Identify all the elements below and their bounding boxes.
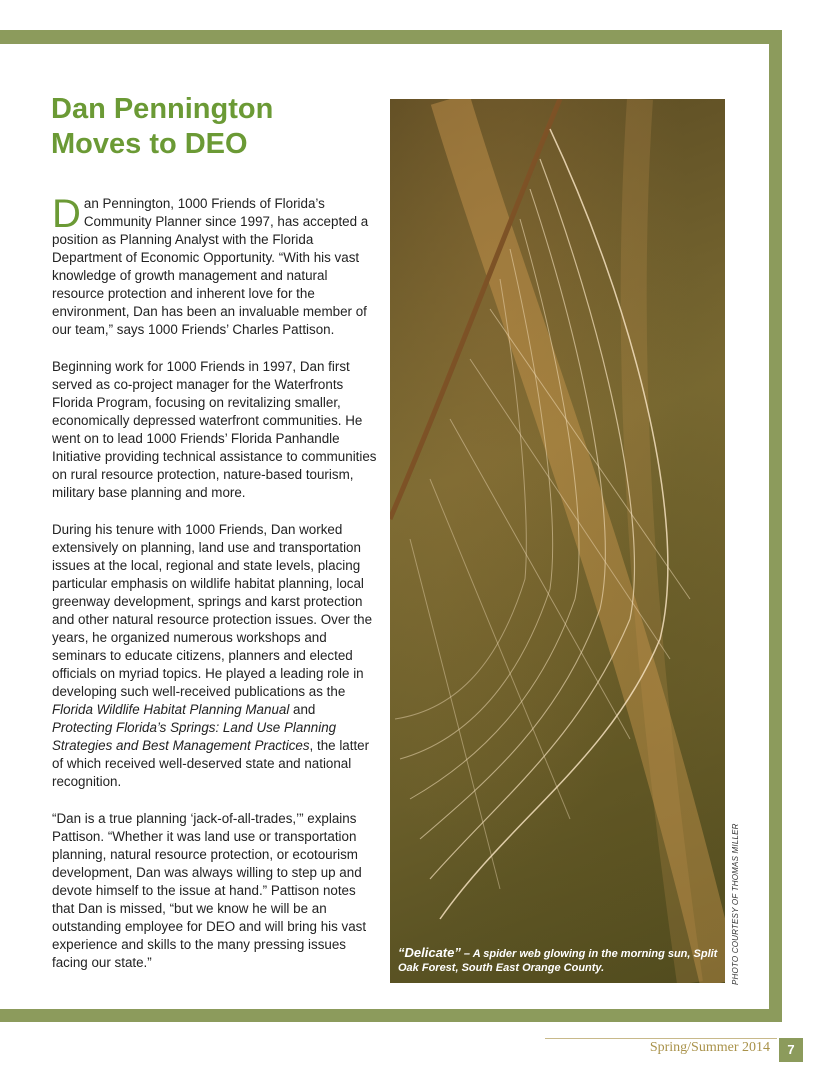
photo-credit: PHOTO COURTESY OF THOMAS MILLER [731,823,740,985]
paragraph-3-text-a: During his tenure with 1000 Friends, Dan worked extensively on planning, land use and transportation issues at the local, regional and state levels, placing particular emphasis on wildlife habitat planning, local greenway development, springs and karst protection and other natural resource protection issues. Over the years, he organized numerous workshops and seminars to educate citizens, planners and elected officials on myriad topics. He played a leading role in developing such well-received publications as the [52,522,373,699]
web-radial-4 [430,479,570,819]
article-title-line2: Moves to DEO [51,128,248,160]
caption-lead: “Delicate” [398,945,461,960]
paragraph-1-text: an Pennington, 1000 Friends of Florida’s Community Planner since 1997, has accepted a position as Planning Analyst with the Florida Department of Economic Opportunity. “With his vast knowledge of growth management and natural resource protection and inherent love for the environment, Dan has been an invaluable member of our team,” says 1000 Friends’ Charles Pattison. [52,196,369,337]
blurred-grass-stem-2 [634,99,690,983]
article-body [52,192,377,991]
photo-caption [398,946,718,975]
page-frame-top [0,30,782,44]
web-strand-4 [410,219,579,799]
paragraph-3 [52,521,377,791]
footer-rule [545,1038,777,1039]
drop-cap: D [52,192,81,236]
paragraph-3-text-c: , the latter of which received well-deserved state and national recognition. [52,738,370,789]
spider-web-illustration [390,99,725,983]
page-frame-right [769,30,782,1022]
article-title [51,92,371,162]
caption-text: – A spider web glowing in the morning sun, Split Oak Forest, South East Orange County. [398,948,718,974]
spider-web-photo [390,99,725,983]
page-number: 7 [779,1038,803,1062]
publication-title-1: Florida Wildlife Habitat Planning Manual [52,702,290,717]
paragraph-1 [52,192,377,339]
paragraph-2: Beginning work for 1000 Friends in 1997, Dan first served as co-project manager for the Waterfronts Florida Program, focusing on revitalizing smaller, economically depressed waterfront communities. He went on to lead 1000 Friends’ Florida Panhandle Initiative providing technical assistance to communities on rural resource protection, nature-based tourism, military base planning and more. [52,359,377,500]
paragraph-3-text-b: and [289,702,316,717]
publication-title-2: Protecting Florida’s Springs: Land Use Planning Strategies and Best Management Practices [52,720,337,753]
issue-label: Spring/Summer 2014 [649,1040,770,1055]
article-title-line1: Dan Pennington [51,93,274,125]
paragraph-4: “Dan is a true planning ‘jack-of-all-trades,’” explains Pattison. “Whether it was land use or transportation planning, natural resource protection, or ecotourism development, Dan was always willing to step up and devote himself to the issue at hand.” Pattison notes that Dan is missed, “but we know he will be an outstanding employee for DEO and will bring his vast experience and skills to the many pressing issues facing our state.” [52,811,367,970]
page-frame-bottom [0,1009,782,1022]
